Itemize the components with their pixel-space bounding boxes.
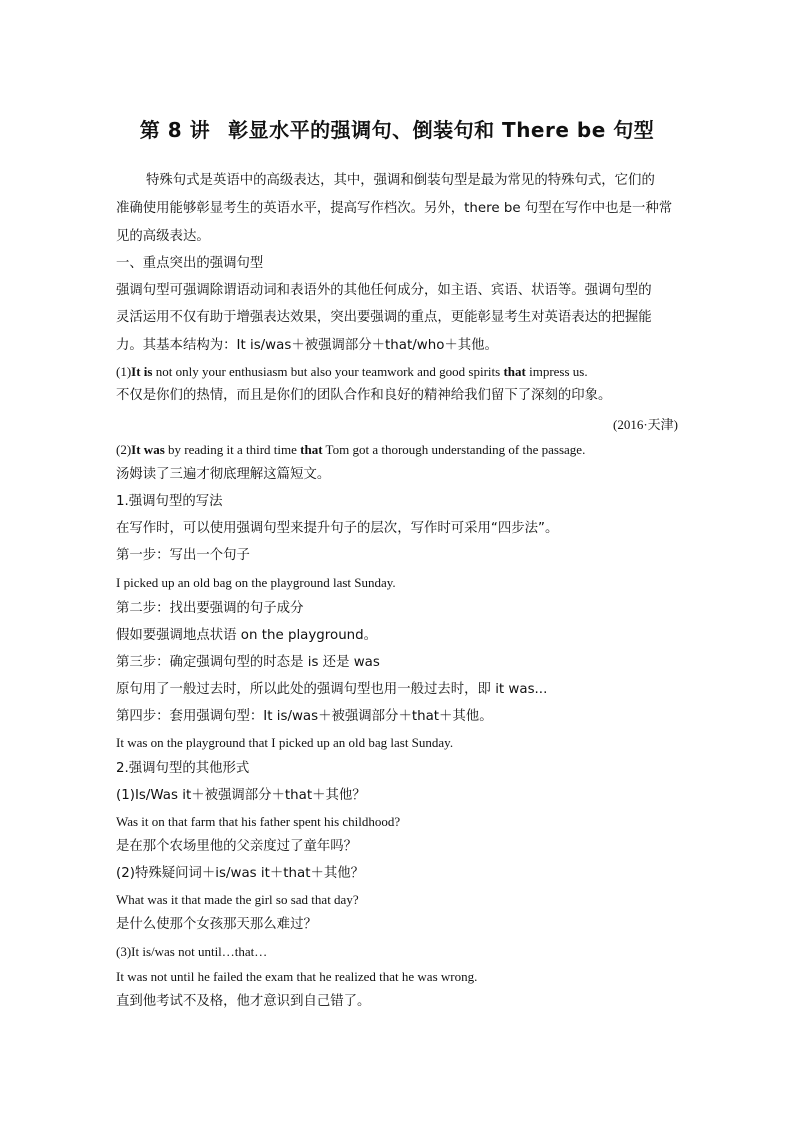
step-1-example: I picked up an old bag on the playground last Sunday. (116, 575, 396, 590)
form-2-translation: 是什么使那个女孩那天那么难过？ (116, 917, 317, 932)
form-1: (1)Is/Was it＋被强调部分＋that＋其他？ (116, 788, 366, 803)
section-desc-line-2: 灵活运用不仅有助于增强表达效果，突出要强调的重点，更能彰显考生对英语表达的把握能 (116, 310, 652, 325)
form-3-translation: 直到他考试不及格，他才意识到自己错了。 (116, 994, 371, 1009)
subsection-1-heading: 1.强调句型的写法 (116, 494, 223, 509)
intro-line-3: 见的高级表达。 (116, 229, 210, 244)
section-heading: 一、重点突出的强调句型 (116, 256, 264, 271)
step-1: 第一步：写出一个句子 (116, 548, 250, 563)
form-2-example: What was it that made the girl so sad that day? (116, 892, 359, 907)
step-2: 第二步：找出要强调的句子成分 (116, 601, 304, 616)
section-desc-line-1: 强调句型可强调除谓语动词和表语外的其他任何成分，如主语、宾语、状语等。强调句型的 (116, 283, 652, 298)
form-3: (3)It is/was not until…that… (116, 944, 268, 959)
step-2-desc: 假如要强调地点状语 on the playground。 (116, 628, 378, 643)
subsection-1-desc: 在写作时，可以使用强调句型来提升句子的层次，写作时可采用“四步法”。 (116, 521, 559, 536)
lesson-number: 第 8 讲 (139, 118, 211, 142)
page-title (0, 114, 794, 143)
example-2-emphasis-that: that (300, 442, 323, 457)
form-2: (2)特殊疑问词＋is/was it＋that＋其他？ (116, 866, 365, 881)
example-1-body: not only your enthusiasm but also your teamwork and good spirits (152, 364, 504, 379)
subsection-2-heading: 2.强调句型的其他形式 (116, 761, 250, 776)
example-2-en (116, 441, 585, 459)
example-2-number: (2) (116, 442, 132, 457)
example-1-source: (2016·天津) (613, 417, 678, 432)
intro-line-1: 特殊句式是英语中的高级表达，其中，强调和倒装句型是最为常见的特殊句式，它们的 (146, 173, 655, 188)
example-1-emphasis-that: that (503, 364, 526, 379)
example-1-emphasis-start: It is (131, 364, 153, 379)
step-4: 第四步：套用强调句型：It is/was＋被强调部分＋that＋其他。 (116, 709, 493, 724)
section-desc-line-3: 力。其基本结构为：It is/was＋被强调部分＋that/who＋其他。 (116, 338, 498, 353)
example-1-en (116, 363, 588, 381)
intro-line-2: 准确使用能够彰显考生的英语水平，提高写作档次。另外，there be 句型在写作中也是一种常 (116, 201, 673, 216)
example-1-end: impress us. (525, 364, 588, 379)
step-3-desc: 原句用了一般过去时，所以此处的强调句型也用一般过去时，即 it was... (116, 682, 548, 697)
form-3-example: It was not until he failed the exam that he realized that he was wrong. (116, 969, 478, 984)
example-1-number: (1) (116, 364, 132, 379)
example-2-body: by reading it a third time (164, 442, 301, 457)
example-1-cn: 不仅是你们的热情，而且是你们的团队合作和良好的精神给我们留下了深刻的印象。 (116, 388, 612, 403)
step-3: 第三步：确定强调句型的时态是 is 还是 was (116, 655, 380, 670)
example-2-end: Tom got a thorough understanding of the passage. (322, 442, 586, 457)
example-2-cn: 汤姆读了三遍才彻底理解这篇短文。 (116, 467, 331, 482)
form-1-translation: 是在那个农场里他的父亲度过了童年吗？ (116, 839, 358, 854)
lesson-title: 彰显水平的强调句、倒装句和 There be 句型 (228, 118, 655, 142)
example-2-emphasis-start: It was (131, 442, 165, 457)
step-4-example: It was on the playground that I picked up an old bag last Sunday. (116, 735, 454, 750)
form-1-example: Was it on that farm that his father spent his childhood? (116, 814, 401, 829)
